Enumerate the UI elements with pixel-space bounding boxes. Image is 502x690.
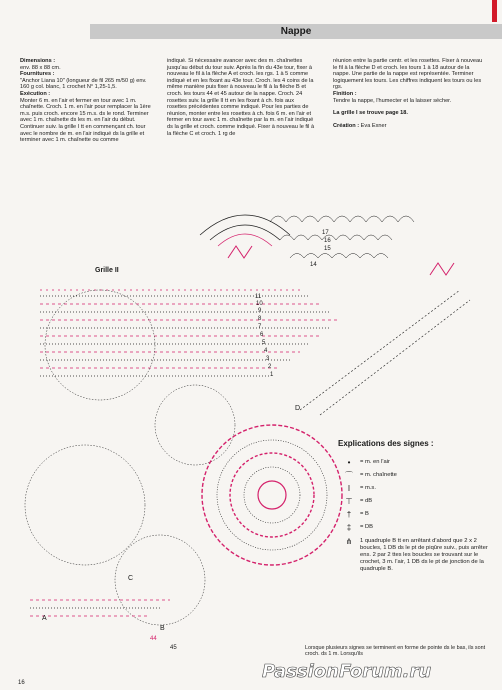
legend-special (338, 538, 502, 573)
legend-title: Explications des signes : (338, 439, 434, 448)
legend-label: = dB (360, 498, 373, 504)
stitch-symbol-icon: † (346, 510, 352, 519)
legend-label: = m. en l'air (360, 459, 390, 465)
paragraph: réunion entre la partie centr. et les rosettes. Fixer à nouveau le fil à la flèche D et croch. les tours 1 à 18 autour de la nappe. Une partie de la nappe est représentée. Terminer logiquement les tours. Les chiffres indiquent les tours ou les rgs. (333, 58, 483, 91)
top-rosette (200, 215, 290, 246)
stitch-symbol-icon: ⌒ (345, 471, 353, 480)
diagonal-edge (300, 290, 470, 415)
page-number: 16 (18, 680, 25, 686)
section-heading: Dimensions : (20, 58, 56, 64)
row-number: 6 (260, 332, 264, 338)
column-instructions-1 (20, 58, 154, 144)
legend-row (338, 456, 502, 469)
letter-b: B (160, 625, 165, 632)
paragraph: Tendre la nappe, l'humecter et la laisser sécher. (333, 97, 452, 104)
center-pink-rosette (202, 425, 342, 565)
paragraph: env. 88 x 88 cm. (20, 64, 61, 71)
letter-c: C (128, 575, 134, 582)
top-bar (0, 0, 502, 22)
row-number: 1 (270, 372, 274, 378)
row-number-44: 44 (150, 636, 157, 642)
page-title: Nappe (280, 26, 312, 37)
legend-label: = m. chaînette (360, 472, 397, 478)
legend-row (338, 469, 502, 482)
credit-line (333, 123, 483, 130)
row-number: 16 (324, 238, 331, 244)
paragraph: Monter 6 m. en l'air et fermer en tour avec 1 m. chaînette. Croch. 1 m. en l'air pour remplacer la 1ère m.s. puis croch. encore 15 m.s. ds le rond. Terminer avec 1 m. chaînette ds les m. en l'air du début. Continuer suiv. la grille I tt en commençant ch. tour avec le nombre de m. en l'air indiqué ds la grille et terminer avec 1 m. chaînette ou comme (20, 97, 151, 144)
section-heading: Finition : (333, 90, 357, 97)
bottom-note: Lorsque plusieurs signes se terminent en forme de pointe ds le bas, ils sont croch. ds 1 m. Lorsqu'ils (305, 645, 486, 658)
legend-row (338, 521, 502, 534)
row-number: 11 (255, 294, 262, 300)
stitch-symbol-icon: • (347, 458, 351, 467)
legend-row (338, 495, 502, 508)
section-heading: La grille I se trouve page 18. (333, 110, 408, 117)
legend-special-text: 1 quadruple B tt en arrêtant d'abord que 2 x 2 boucles, 1 DB ds le pt de piqûre suiv., puis arrêter ens. 2 par 2 ttes les boucles se trouvant sur le crochet, 3 m. l'air, 1 DB ds le pt de jonction de la quadruple B. (360, 538, 488, 572)
stitch-grid (40, 290, 340, 376)
stitch-symbol-icon: I (347, 484, 351, 493)
top-accent-line (492, 0, 497, 22)
quadruple-stitch-icon: ⋔ (345, 537, 353, 546)
crochet-diagram (0, 200, 502, 650)
legend (338, 440, 502, 573)
letter-d: D (295, 405, 301, 412)
bottom-numbers (150, 636, 177, 650)
credit-label: Création : (333, 122, 360, 129)
row-number: 15 (324, 246, 331, 252)
pink-flower-top (228, 246, 454, 275)
column-instructions-3 (333, 58, 483, 129)
credit-value: Eva Exner (359, 122, 387, 129)
legend-label: = B (360, 511, 369, 517)
watermark: PassionForum.ru (262, 661, 432, 682)
row-number: 5 (262, 340, 266, 346)
grille-label: Grille II (95, 267, 119, 274)
row-number: 9 (258, 308, 262, 314)
legend-label: = DB (360, 524, 374, 530)
column-2-text: indiqué. Si nécessaire avancer avec des m. chaînettes jusqu'au début du tour suiv. Après la fin du 43e tour, fixer à nouveau le fil à la flèche A et croch. les rgs. 1 à 5 comme indiqué et en les fixant au 43e tour. Croch. les 4 coins de la même manière puis fixer à nouveau le fil à la flèche B et croch. les tours 44 et 45 autour de la nappe. Croch. 24 rosettes suiv. la grille II tt en les fixant à ch. fois aux rosettes précédentes comme indiqué. Pour les parties de réunion, monter entre les rosettes à ch. fois 6 m. en l'air et fermer en tour avec 1 m. chaînette par la m. en l'air indiqué ds la grille et croch. comme indiqué. Fixer à nouveau le fil à la flèche C et croch. 1 rg de (167, 58, 315, 137)
legend-items (338, 456, 502, 534)
row-number: 7 (258, 324, 262, 330)
stitch-symbol-icon: ‡ (346, 523, 352, 532)
legend-label: = m.s. (360, 485, 376, 491)
row-number: 17 (322, 230, 329, 236)
row-number: 2 (268, 364, 272, 370)
section-heading: Exécution : (20, 90, 51, 97)
bottom-rows (30, 600, 170, 616)
row-number-45: 45 (170, 645, 177, 650)
column-instructions-2 (167, 58, 315, 137)
arrow-letters (42, 405, 300, 632)
row-number: 3 (266, 356, 270, 362)
paragraph: "Anchor Liana 10" (longueur de fil 265 m/50 g) env. 160 g col. blanc, 1 crochet N° 1,25-1,5. (20, 77, 147, 91)
legend-row (338, 482, 502, 495)
row-number: 8 (258, 316, 262, 322)
stitch-symbol-icon: ⊤ (345, 497, 353, 506)
row-number: 14 (310, 262, 317, 268)
legend-row (338, 508, 502, 521)
title-bar (90, 24, 502, 39)
section-heading: Fournitures : (20, 71, 55, 78)
top-scallops (270, 216, 414, 258)
row-number: 4 (264, 348, 268, 354)
letter-a: A (42, 615, 47, 622)
row-number: 10 (256, 301, 263, 307)
